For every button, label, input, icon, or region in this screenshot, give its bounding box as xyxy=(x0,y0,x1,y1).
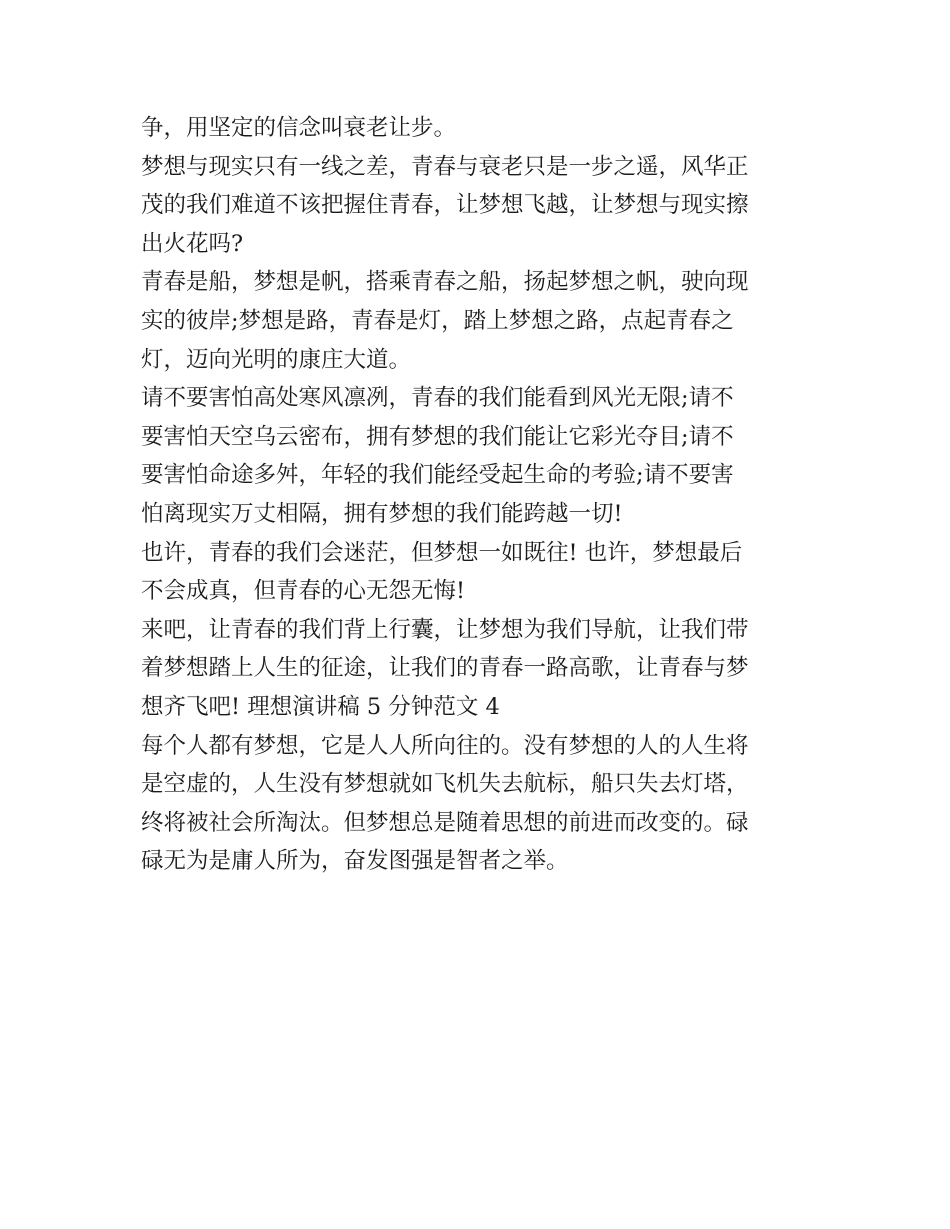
text-line: 实的彼岸;梦想是路，青春是灯，踏上梦想之路，点起青春之 xyxy=(141,307,734,334)
text-line: 来吧，让青春的我们背上行囊，让梦想为我们导航，让我们带 xyxy=(141,616,749,643)
text-line: 青春是船，梦想是帆，搭乘青春之船，扬起梦想之帆，驶向现 xyxy=(141,269,749,296)
text-line: 想齐飞吧! 理想演讲稿 5 分钟范文 4 xyxy=(141,693,500,720)
text-line: 每个人都有梦想，它是人人所向往的。没有梦想的人的人生将 xyxy=(141,732,749,759)
text-line: 争，用坚定的信念叫衰老让步。 xyxy=(141,115,457,141)
text-line: 是空虚的，人生没有梦想就如飞机失去航标，船只失去灯塔， xyxy=(141,771,749,798)
text-line: 终将被社会所淘汰。但梦想总是随着思想的前进而改变的。碌 xyxy=(141,809,749,836)
text-line: 要害怕天空乌云密布，拥有梦想的我们能让它彩光夺目;请不 xyxy=(141,423,734,450)
text-line: 灯，迈向光明的康庄大道。 xyxy=(141,346,412,373)
text-line: 不会成真，但青春的心无怨无悔! xyxy=(141,578,466,605)
text-line: 梦想与现实只有一线之差，青春与衰老只是一步之遥，风华正 xyxy=(141,153,749,180)
text-line: 要害怕命途多舛，年轻的我们能经受起生命的考验;请不要害 xyxy=(141,462,734,489)
text-line: 出火花吗? xyxy=(141,230,244,257)
text-line: 着梦想踏上人生的征途，让我们的青春一路高歌，让青春与梦 xyxy=(141,655,749,682)
text-line: 也许，青春的我们会迷茫，但梦想一如既往! 也许，梦想最后 xyxy=(141,539,743,566)
text-line: 茂的我们难道不该把握住青春，让梦想飞越，让梦想与现实擦 xyxy=(141,192,749,219)
text-line: 怕离现实万丈相隔，拥有梦想的我们能跨越一切! xyxy=(141,500,623,527)
text-line: 请不要害怕高处寒风凛冽，青春的我们能看到风光无限;请不 xyxy=(141,385,734,412)
document-body xyxy=(141,109,821,881)
text-line: 碌无为是庸人所为，奋发图强是智者之举。 xyxy=(141,848,569,875)
